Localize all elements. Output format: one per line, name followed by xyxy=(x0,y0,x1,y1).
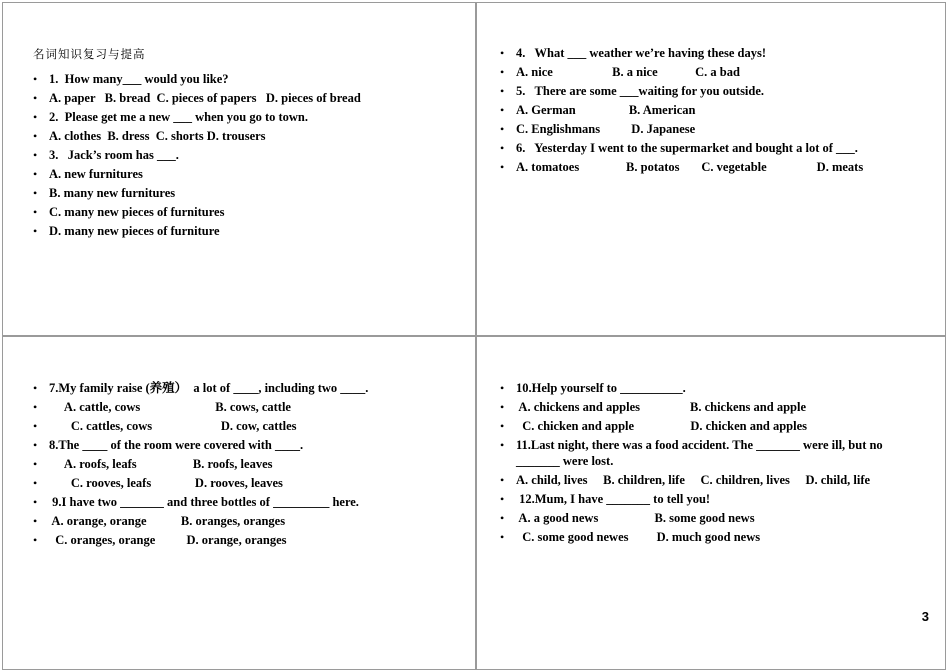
question-list xyxy=(33,380,368,551)
list-item: • 12.Mum, I have _______ to tell you! xyxy=(500,491,920,507)
list-item: • A. roofs, leafs B. roofs, leaves xyxy=(33,456,368,472)
list-item: • 10.Help yourself to __________. xyxy=(500,380,920,396)
list-item: • C. Englishmans D. Japanese xyxy=(500,121,863,137)
list-item: • A. chickens and apples B. chickens and apple xyxy=(500,399,920,415)
list-item: • 5. There are some ___waiting for you outside. xyxy=(500,83,863,99)
question-list xyxy=(500,45,863,178)
list-item: • A. nice B. a nice C. a bad xyxy=(500,64,863,80)
list-item: • C. many new pieces of furnitures xyxy=(33,204,361,220)
slide-panel-bottom-left xyxy=(2,336,476,670)
list-item: • 3. Jack’s room has ___. xyxy=(33,147,361,163)
list-item: • C. chicken and apple D. chicken and apples xyxy=(500,418,920,434)
list-item: • A. cattle, cows B. cows, cattle xyxy=(33,399,368,415)
section-heading: 名词知识复习与提高 xyxy=(33,47,146,61)
list-item: • C. some good newes D. much good news xyxy=(500,529,920,545)
list-item: • A. paper B. bread C. pieces of papers D. pieces of bread xyxy=(33,90,361,106)
slide-panel-top-left xyxy=(2,2,476,336)
list-item: • A. clothes B. dress C. shorts D. trousers xyxy=(33,128,361,144)
list-item: • 9.I have two _______ and three bottles of _________ here. xyxy=(33,494,368,510)
question-list xyxy=(33,71,361,242)
list-item: • C. rooves, leafs D. rooves, leaves xyxy=(33,475,368,491)
list-item: • A. tomatoes B. potatos C. vegetable D. meats xyxy=(500,159,863,175)
list-item: • C. oranges, orange D. orange, oranges xyxy=(33,532,368,548)
list-item: • D. many new pieces of furniture xyxy=(33,223,361,239)
question-list xyxy=(500,380,920,548)
list-item: • 7.My family raise (养殖） a lot of ____, including two ____. xyxy=(33,380,368,396)
list-item: • B. many new furnitures xyxy=(33,185,361,201)
list-item: • 2. Please get me a new ___ when you go to town. xyxy=(33,109,361,125)
slide-panel-bottom-right xyxy=(476,336,946,670)
list-item: • 4. What ___ weather we’re having these days! xyxy=(500,45,863,61)
list-item: • A. German B. American xyxy=(500,102,863,118)
list-item: • 6. Yesterday I went to the supermarket and bought a lot of ___. xyxy=(500,140,863,156)
page-number: 3 xyxy=(921,609,929,624)
list-item: • A. orange, orange B. oranges, oranges xyxy=(33,513,368,529)
list-item: • 11.Last night, there was a food accident. The _______ were ill, but no _______ were lost. xyxy=(500,437,920,469)
list-item: • 1. How many___ would you like? xyxy=(33,71,361,87)
list-item: • A. new furnitures xyxy=(33,166,361,182)
slide-panel-top-right xyxy=(476,2,946,336)
list-item: • 8.The ____ of the room were covered with ____. xyxy=(33,437,368,453)
list-item: • C. cattles, cows D. cow, cattles xyxy=(33,418,368,434)
list-item: • A. a good news B. some good news xyxy=(500,510,920,526)
list-item: • A. child, lives B. children, life C. children, lives D. child, life xyxy=(500,472,920,488)
